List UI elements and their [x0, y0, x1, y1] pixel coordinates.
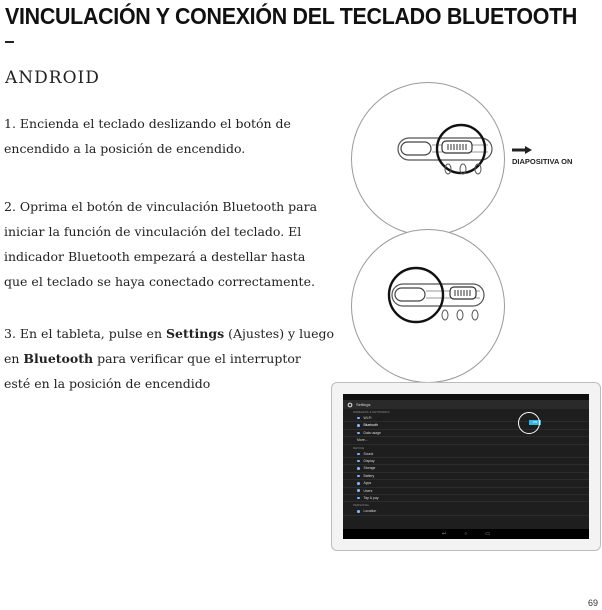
sound-icon	[357, 453, 360, 456]
settings-item-sound[interactable]	[343, 451, 589, 458]
location-label: Location	[363, 509, 377, 514]
step-3-line-3: esté en la posición de encendido	[4, 376, 211, 391]
settings-item-tap-pay[interactable]	[343, 495, 589, 502]
step-3-text-b: (Ajustes) y luego	[224, 326, 335, 341]
page-number: 69	[588, 598, 599, 608]
battery-icon	[357, 475, 360, 478]
data-usage-icon	[357, 432, 360, 435]
step-3-line-1	[4, 321, 334, 346]
bluetooth-keyword: Bluetooth	[23, 351, 94, 366]
pairing-switch-icon	[352, 230, 504, 382]
section-wireless: WIRELESS & NETWORKS	[353, 410, 390, 414]
section-personal: PERSONAL	[353, 503, 370, 508]
settings-item-more[interactable]	[343, 437, 589, 444]
settings-item-storage[interactable]	[343, 465, 589, 472]
step-2-line-4: que el teclado se haya conectado correctamente.	[4, 274, 315, 289]
location-icon	[357, 510, 360, 513]
tap-pay-label: Tap & pay	[363, 495, 379, 500]
page-title: VINCULACIÓN Y CONEXIÓN DEL TECLADO BLUETOOTH	[5, 3, 578, 29]
settings-item-location[interactable]	[343, 508, 589, 515]
action-bar	[343, 400, 589, 409]
settings-item-bluetooth[interactable]	[343, 422, 589, 429]
settings-item-wifi[interactable]	[343, 415, 589, 422]
settings-title: Settings	[356, 402, 371, 407]
settings-item-battery[interactable]	[343, 473, 589, 480]
tablet-illustration	[331, 382, 601, 551]
gear-icon	[347, 402, 353, 408]
toggle-highlight-circle	[518, 412, 540, 434]
step-1	[4, 111, 291, 161]
bluetooth-icon	[357, 424, 360, 427]
sound-label: Sound	[363, 451, 374, 456]
back-icon[interactable]: ↩	[442, 531, 447, 537]
title-rule	[5, 41, 14, 43]
step-2-line-3: indicador Bluetooth empezará a destellar hasta	[4, 249, 306, 264]
settings-item-data-usage[interactable]	[343, 430, 589, 437]
wifi-icon	[357, 417, 360, 420]
users-label: Users	[363, 488, 373, 493]
slide-on-label: DIAPOSITIVA ON	[512, 157, 573, 166]
storage-icon	[357, 467, 360, 470]
more-label: More...	[357, 438, 368, 443]
wifi-label: Wi-Fi	[363, 416, 372, 420]
home-icon[interactable]: ○	[464, 531, 468, 537]
tap-pay-icon	[357, 497, 360, 500]
data-usage-label: Data usage	[363, 430, 381, 435]
users-icon	[357, 489, 360, 492]
step-3-line-2	[4, 346, 334, 371]
nav-bar	[343, 529, 589, 539]
step-3-text-a: 3. En el tableta, pulse en	[4, 326, 166, 341]
battery-label: Battery	[363, 473, 375, 478]
section-device: DEVICE	[353, 445, 365, 450]
settings-keyword: Settings	[165, 326, 225, 341]
step-3-text-c: en	[4, 351, 24, 366]
bluetooth-toggle[interactable]: ON	[529, 420, 541, 425]
recents-icon[interactable]: ▭	[485, 531, 490, 537]
display-label: Display	[363, 458, 375, 463]
settings-item-apps[interactable]	[343, 480, 589, 487]
power-switch-icon	[352, 83, 504, 235]
step-3-text-d: para verificar que el interruptor	[93, 351, 301, 366]
step-2-line-1: 2. Oprima el botón de vinculación Bluetooth para	[4, 199, 318, 214]
arrow-right-icon	[512, 146, 532, 154]
step-2	[4, 194, 317, 294]
bluetooth-label: Bluetooth	[363, 423, 378, 428]
step-2-line-2: iniciar la función de vinculación del teclado. El	[4, 224, 302, 239]
power-switch-illustration	[351, 82, 505, 236]
tablet-screen	[343, 394, 589, 539]
apps-icon	[357, 482, 360, 485]
step-1-line-1: 1. Encienda el teclado deslizando el botón de	[4, 116, 291, 131]
settings-item-display[interactable]	[343, 458, 589, 465]
storage-label: Storage	[363, 466, 376, 471]
section-subtitle: ANDROID	[5, 68, 100, 88]
step-3	[4, 321, 334, 396]
display-icon	[357, 460, 360, 463]
apps-label: Apps	[363, 481, 372, 486]
step-1-line-2: encendido a la posición de encendido.	[4, 141, 246, 156]
pairing-button-illustration	[351, 229, 505, 383]
settings-item-users[interactable]	[343, 488, 589, 495]
